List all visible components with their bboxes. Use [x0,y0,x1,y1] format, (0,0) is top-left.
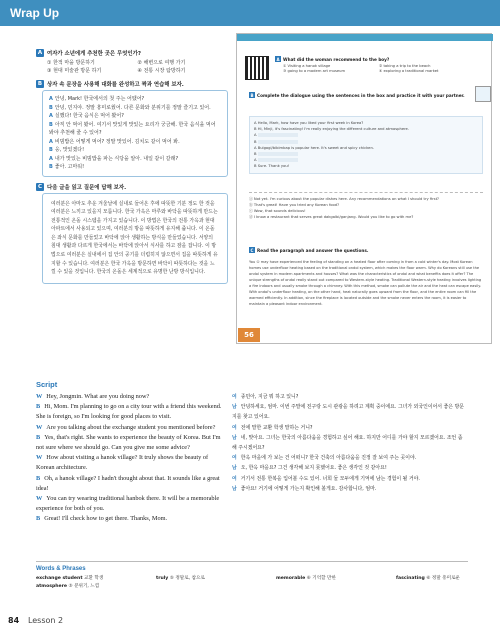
option-2[interactable]: ② 해변으로 여행 가기 [137,60,186,66]
right-sentence-box: ⓐ Not yet. I'm curious about the popular dishes here. Any recommendations on what I should try first? ⓑ That's great! Have you tried any Korean food? ⓒ Wow, that sounds delicious! ⓓ I know a restaurant that serves great dakgalbi/ganjang. Would you like to go with me? [249,192,483,220]
section-b-badge: B [37,81,43,87]
header-bar [0,0,500,26]
script-english [36,392,224,525]
page-title: Wrap Up [10,6,60,20]
script-korean [232,392,468,525]
dialogue-line: B 좋아. 고마워! [49,164,85,170]
script-line: 남 좋아요! 거기에 어떻게 가는지 확인해 볼게요. 감사합니다, 엄마. [232,485,377,492]
dialogue-line: A 내가 맛있는 비빔밥을 파는 식당을 알아. 내일 같이 갈래? [49,155,179,162]
script-line: B Oh, a hanok village? I hadn't thought about that. It sounds like a great idea! [36,474,220,492]
dialogue-line: A 안녕, Mark! 한국에서의 첫 주는 어땠어? [49,96,145,102]
right-section-a: A What did the woman recommend to the boy? ① Visiting a hanok village ② taking a trip to the beach ③ going to a modern art museum ④ exploring a traditional market [275,56,475,73]
script-line: 남 오, 한옥 마을요? 그건 생각해 보지 못했어요. 좋은 생각인 것 같아요! [232,465,387,472]
script-title: Script [36,380,58,389]
word-item: memorable ⑥ 기억할 만한 [276,576,336,581]
section-c-heading [36,183,228,191]
right-dialogue-box: A Hello, Mark, how have you liked your first week in Korea? B Hi, Minji, it's fascinating! I'm really enjoying the different culture and atmosphere. A B A Bulgogi/bibimbap is popular here. It's sweet and spicy chicken. B A B Sure. Thank you! [249,116,483,174]
section-a-badge: A [37,50,43,56]
option-3[interactable]: ③ 현대 미술관 방문 하기 [47,68,102,74]
word-item: truly ⑤ 정말로, 참으로 [156,576,205,581]
script-line: W Hey, Jongmin. What are you doing now? [36,393,150,400]
script-line: W You can try wearing traditional hanbok there. It will be a memorable experience for both of you. [36,495,220,513]
digital-content-icon[interactable] [475,86,491,102]
script-line: 여 전에 말한 교환 학생 말하는 거니? [232,424,313,431]
right-option: ④ exploring a traditional market [379,69,439,73]
section-b-instruction: 상자 속 문장을 사용해 대화를 완성하고 짝과 연습해 보자. [47,82,184,88]
page-footer [8,616,63,625]
section-b-dialogue [42,90,228,177]
word-item: fascinating ⑥ 정말 흥미로운 [396,576,460,581]
dialogue-line: B 안녕, 민지야. 정말 흥미로웠어. 다른 문화와 분위기를 정말 즐기고 있어. [49,104,211,111]
right-paragraph: You ① may have experienced the feeling of standing on a heated floor after coming in from a cold winter's day. Most Korean homes use underfloor heating based on the traditional ondol system, which makes the floor warm. Why do Koreans still use the ondol system in modern apartments and houses? What was the characteristics of ondol and what benefits does it offer? The unique strengths of ondol really stand out compared to Western-style heating. Traditional Western-style heating involves lighting a fire indoors and usually smoke through a chimney. With this method, smoke can pollute the air and the heat can escape easily. With ondol's underfloor heating, on the other hand, heat naturally goes upward from the floor, and the entire room can fill the warmed efficiently. In addition, since the fireplace is located outside and the smoke never enters the room, it is easier to maintain a pleasant indoor environment. [249,260,482,306]
dialogue-line: A 실했다! 한국 음식은 먹어 봤어? [49,113,124,119]
script-line: 남 네, 맞아요. 그녀는 한국의 아름다움을 경험하고 싶어 해요. 하지만 어디를 가야 할지 모르겠어요. 조언 좀 해 주시겠어요? [232,434,463,452]
word-item: atmosphere ⑤ 분위기, 느낌 [36,584,100,589]
dialogue-line: B 응, 맛있겠다! [49,147,85,153]
script-line: B Yes, that's right. She wants to experience the beauty of Korea. But I'm not sure where we should go. Can you give me some advice? [36,433,221,452]
page-number: 84 [8,616,20,625]
option-1[interactable]: ① 한적 마을 방문하기 [47,60,95,66]
script-line: 여 거기서 전통 한복을 입어볼 수도 있어. 너희 둘 모두에게 기억에 남는 경험이 될 거야. [232,475,420,482]
left-column [36,49,228,284]
words-title: Words & Phrases [36,566,86,572]
dialogue-line: B 아직 안 먹어 봤어. 여기서 맛있게 맛있는 요리가 궁금해. 한국 음식을 먹어 봐야 추천해 줄 수 있어? [49,121,216,136]
script-line: W How about visiting a hanok village? It truly shows the beauty of Korean architecture. [36,454,209,472]
script-section [36,380,468,525]
word-item: exchange student 교환 학생 [36,576,104,581]
right-option: ① Visiting a hanok village [283,64,331,68]
option-4[interactable]: ④ 전통 시장 탐방하기 [137,68,186,74]
section-c-badge: C [37,183,43,190]
section-b-heading [36,80,228,88]
right-section-b: B Complete the dialogue using the sentences in the box and practice it with your partner. [250,92,465,98]
script-line: 여 한옥 마을에 가 보는 건 어떠니? 한국 건축의 아름다움을 진정 잘 보여 주는 곳이야. [232,455,417,462]
thumbnail-top-bar [237,34,493,41]
thumbnail-page-number: 56 [238,328,260,342]
qr-code-icon[interactable] [245,56,269,80]
section-c-instruction: 다음 글을 읽고 질문에 답해 보자. [47,184,127,191]
textbook-page-thumbnail [236,33,492,344]
dialogue-line: A 비빔밥은 어떻게 먹어? 정말 맛있어. 김치도 같이 먹어 봐. [49,138,180,145]
right-section-c: C Read the paragraph and answer the questions. [250,247,369,253]
section-a-question: 여자가 소년에게 추천한 곳은 무엇인가? [47,51,141,57]
section-a-options [36,59,228,74]
lesson-label: Lesson 2 [27,616,64,625]
words-and-phrases [36,561,468,589]
script-line: B Great! I'll check how to get there. Thanks, Mom. [36,515,168,523]
right-option: ③ going to a modern art museum [283,69,346,73]
script-line: 여 종민아, 지금 뭐 하고 있니? [232,394,299,400]
script-line: W Are you talking about the exchange student you mentioned before? [36,423,216,431]
right-option: ② taking a trip to the beach [379,64,431,68]
script-line: B Hi, Mom. I'm planning to go on a city tour with a friend this weekend. She is foreign, so I'm looking for good places to visit. [36,403,222,421]
section-a-heading [36,49,228,57]
script-line: 남 안녕하세요, 엄마. 이번 주말에 친구랑 도시 관광을 하려고 계획 중이에요. 그녀가 외국인이어서 좋은 방문지를 찾고 있어요. [232,404,465,421]
section-c-paragraph: 여러분은 아마도 추운 겨울날에 실내로 들어온 후에 따뜻한 기분 정도 한 것을 여러분은 느끼고 있을지 모릅니다. 한국 가옥은 마루와 바닥을 따뜻하게 만드는 전통적인 온돌 시스템을 가지고 있습니다. 이 방법은 한국의 전통 가옥과 현대 아파트에서 사용되고 있으며, 여러분의 방을 따뜻하게 유지해 줍니다. 이 온돌은 좌식 문화를 만들었고 바닥에 앉아 생활하는 방식을 만들었습니다. 서양의 침대 생활과 다르게 한국에서는 바닥에 앉아서 식사를 하고 잠을 잡니다. 이 방법으로 여러분은 실내에서 집 안의 공기를 더럽히지 않으면서 집을 따뜻하게 유지할 수 있습니다. 여러분은 한국 가옥을 방문하면 바닥이 따뜻하다는 것을 느낄 수 있을 것입니다. 한국의 온돌은 세계적으로 유명한 난방 방식입니다. [42,193,228,284]
